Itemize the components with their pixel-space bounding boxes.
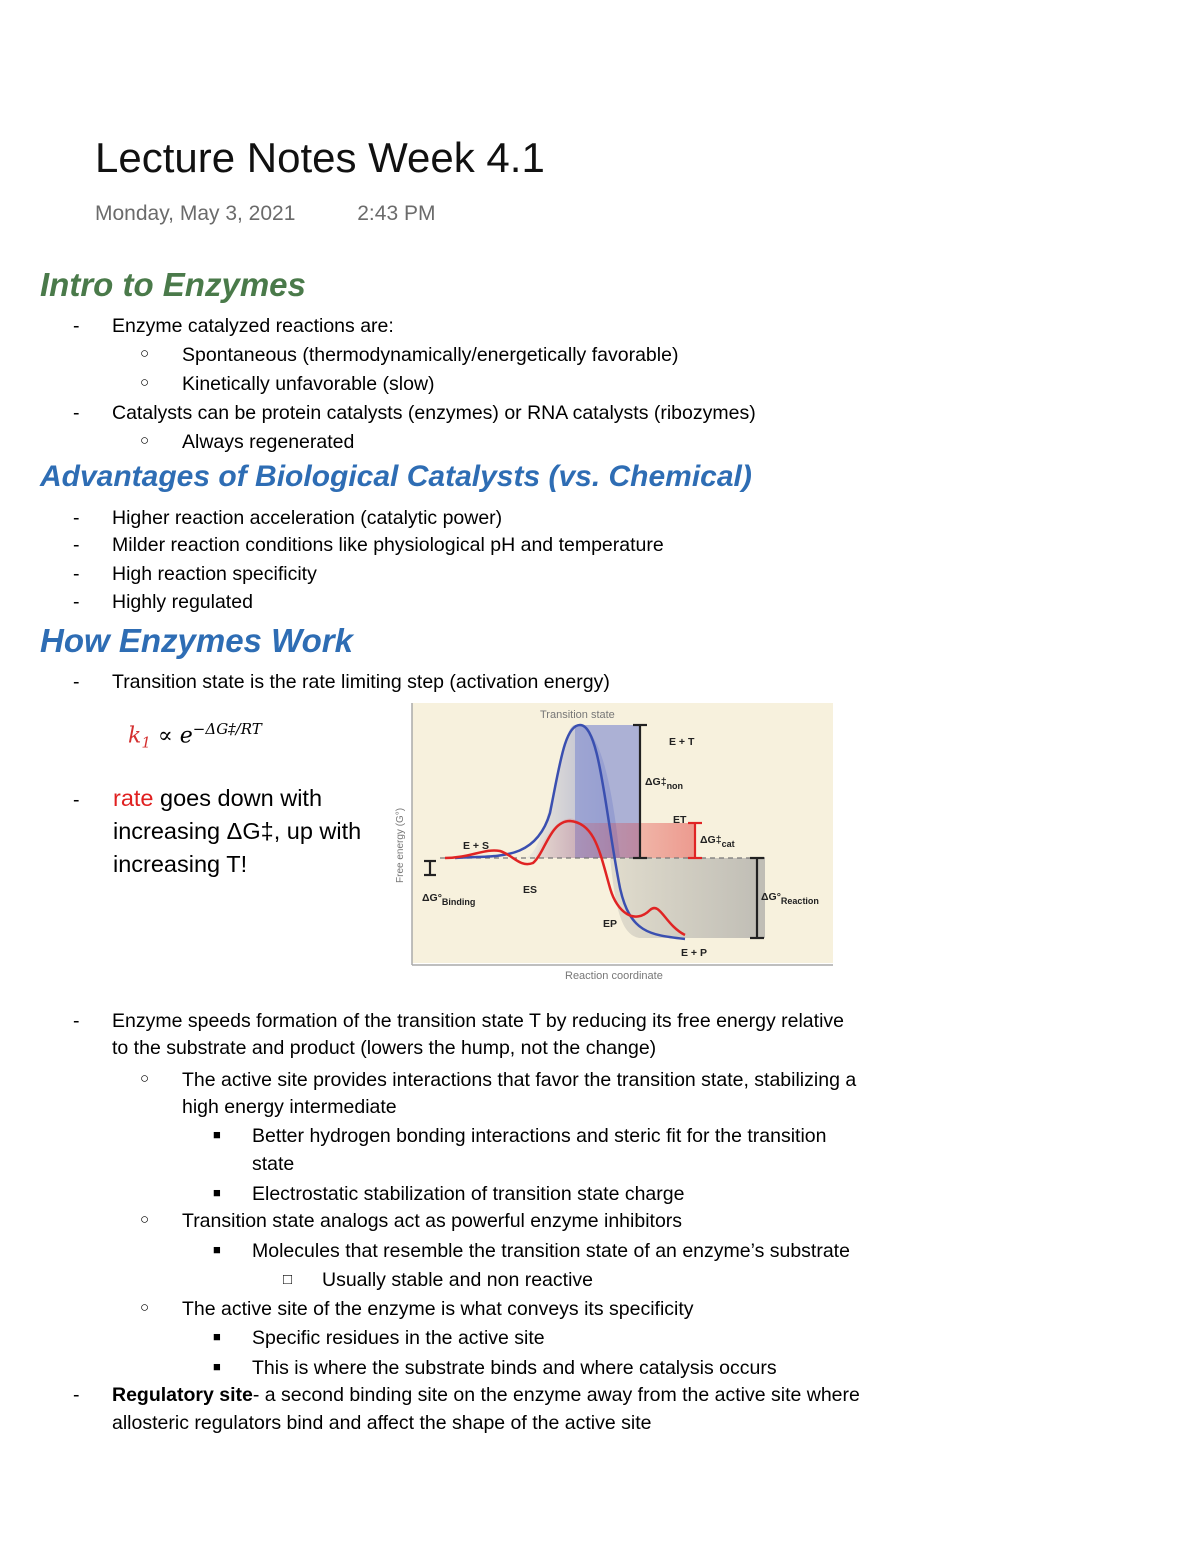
dash-bullet: - (73, 315, 80, 337)
list-item: Enzyme speeds formation of the transition state T by reducing its free energy relative (112, 1010, 844, 1032)
et-top-label: E + T (669, 736, 695, 748)
list-item-continued: high energy intermediate (182, 1096, 397, 1118)
list-item: Kinetically unfavorable (slow) (182, 373, 435, 395)
list-item-continued: state (252, 1153, 295, 1175)
delta-g-binding-label: ΔG°Binding (422, 892, 476, 907)
list-item: Always regenerated (182, 431, 355, 453)
y-axis-label: Free energy (G°) (395, 807, 406, 883)
et-label: ET (673, 814, 687, 826)
ep-right-label: E + P (681, 947, 707, 959)
dash-bullet: - (73, 402, 80, 424)
square-bullet-icon: ■ (213, 1185, 221, 1200)
rate-word: rate (113, 785, 154, 811)
ep-label: EP (603, 918, 618, 930)
page-date: Monday, May 3, 2021 (95, 202, 296, 225)
list-item: Highly regulated (112, 591, 253, 613)
es-left-label: E + S (463, 840, 489, 852)
page-time: 2:43 PM (357, 202, 436, 225)
list-item: The active site of the enzyme is what conveys its specificity (182, 1298, 694, 1320)
free-energy-diagram (385, 703, 833, 983)
page-meta (95, 202, 435, 226)
heading-advantages: Advantages of Biological Catalysts (vs. Chemical) (40, 460, 752, 493)
dash-bullet: - (73, 563, 80, 585)
heading-how-enzymes-work: How Enzymes Work (40, 622, 353, 659)
delta-g-non-label: ΔG‡non (645, 776, 684, 791)
exponent: −ΔG‡/RT (192, 720, 262, 738)
page-title: Lecture Notes Week 4.1 (95, 134, 545, 181)
dash-bullet: - (73, 671, 80, 693)
rate-equation (128, 720, 262, 752)
circle-bullet-icon: ○ (140, 1070, 150, 1087)
delta-g-reaction-label: ΔG°Reaction (761, 891, 819, 906)
rate-note-text: goes down with (153, 785, 323, 811)
list-item: Enzyme catalyzed reactions are: (112, 315, 394, 337)
list-item: Catalysts can be protein catalysts (enzymes) or RNA catalysts (ribozymes) (112, 402, 756, 424)
rate-constant-subscript: 1 (141, 733, 151, 752)
circle-bullet-icon: ○ (140, 1299, 150, 1316)
list-item: Usually stable and non reactive (322, 1269, 593, 1291)
x-axis-label: Reaction coordinate (565, 970, 663, 982)
list-item: Specific residues in the active site (252, 1327, 545, 1349)
list-item-continued: to the substrate and product (lowers the hump, not the change) (112, 1037, 657, 1059)
square-bullet-icon: ■ (213, 1359, 221, 1374)
list-item: Milder reaction conditions like physiological pH and temperature (112, 534, 664, 556)
square-bullet-icon: ■ (213, 1127, 221, 1142)
list-item: High reaction specificity (112, 563, 317, 585)
dash-bullet: - (73, 534, 80, 556)
regulatory-site-term: Regulatory site (112, 1384, 253, 1406)
dash-bullet: - (73, 1010, 80, 1032)
list-item: Higher reaction acceleration (catalytic power) (112, 507, 503, 529)
es-label: ES (523, 884, 538, 896)
rate-note-line-1 (113, 782, 322, 815)
list-item: Transition state analogs act as powerful enzyme inhibitors (182, 1210, 683, 1232)
rate-note-line-3: increasing T! (113, 851, 248, 877)
list-item: Spontaneous (thermodynamically/energetically favorable) (182, 344, 679, 366)
list-item: Transition state is the rate limiting step (activation energy) (112, 671, 610, 693)
circle-bullet-icon: ○ (140, 374, 150, 391)
rate-constant: k (128, 723, 142, 749)
list-item-continued: allosteric regulators bind and affect the shape of the active site (112, 1412, 652, 1434)
delta-g-cat-label: ΔG‡cat (700, 834, 735, 849)
circle-bullet-icon: ○ (140, 432, 150, 449)
regulatory-site-definition: - a second binding site on the enzyme away from the active site where (252, 1384, 860, 1406)
square-bullet-icon: ■ (213, 1329, 221, 1344)
list-item: Better hydrogen bonding interactions and steric fit for the transition (252, 1125, 827, 1147)
list-item: This is where the substrate binds and where catalysis occurs (252, 1357, 777, 1379)
rate-note-line-2: increasing ΔG‡, up with (113, 818, 362, 844)
proportional-expression: ∝ e (150, 723, 193, 749)
hollow-square-bullet-icon: □ (283, 1271, 293, 1288)
circle-bullet-icon: ○ (140, 345, 150, 362)
list-item: The active site provides interactions that favor the transition state, stabilizing a (182, 1069, 857, 1091)
square-bullet-icon: ■ (213, 1242, 221, 1257)
dash-bullet: - (73, 1384, 80, 1406)
heading-intro-to-enzymes: Intro to Enzymes (40, 266, 306, 303)
list-item: Electrostatic stabilization of transition state charge (252, 1183, 685, 1205)
list-item (112, 1381, 860, 1409)
dash-bullet: - (73, 591, 80, 613)
transition-state-label: Transition state (540, 709, 615, 721)
list-item: Molecules that resemble the transition state of an enzyme’s substrate (252, 1240, 850, 1262)
circle-bullet-icon: ○ (140, 1211, 150, 1228)
dash-bullet: - (73, 789, 80, 811)
dash-bullet: - (73, 507, 80, 529)
